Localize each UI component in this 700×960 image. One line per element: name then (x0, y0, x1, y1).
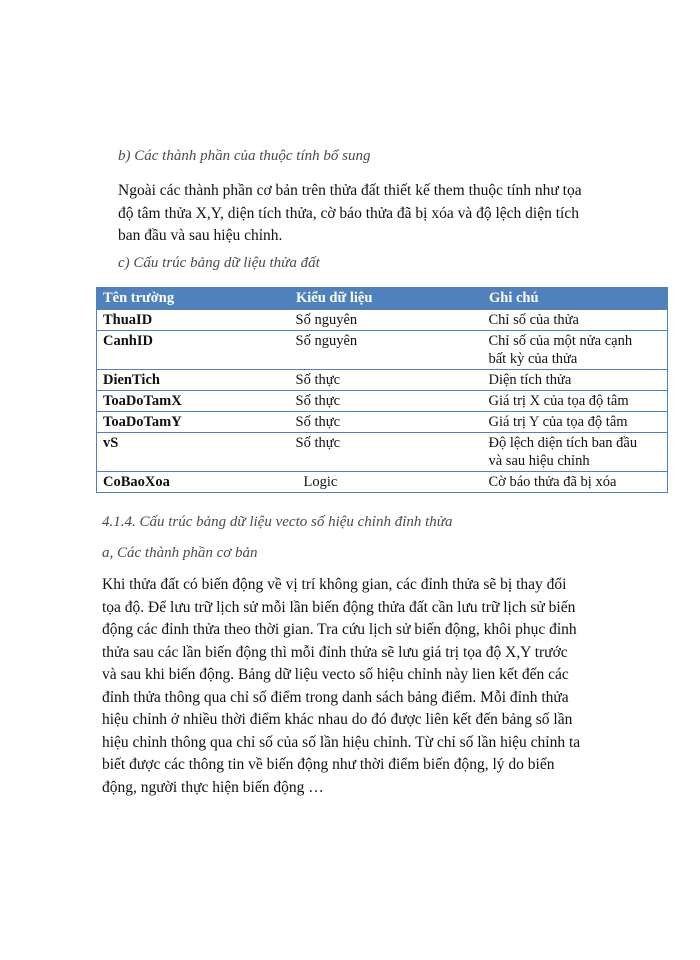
note-line: Độ lệch diện tích ban đầu (488, 435, 638, 451)
data-type-cell: Số nguyên (290, 331, 483, 370)
table-row (97, 391, 668, 412)
note-line: và sau hiệu chỉnh (488, 453, 590, 469)
parcel-data-table (96, 287, 668, 493)
paragraph-line: tọa độ. Để lưu trữ lịch sử mỗi lần biến động thửa đất cần lưu trữ lịch sử biến (102, 598, 576, 616)
table-row (97, 472, 668, 493)
heading-vector-correction-table: 4.1.4. Cấu trúc bảng dữ liệu vecto số hiệu chỉnh đỉnh thửa (102, 514, 453, 530)
paragraph-line: hiệu chỉnh ở nhiều thời điểm khác nhau do đó được liên kết đến bảng số lần (102, 711, 573, 728)
table-row (97, 370, 668, 391)
note-cell (483, 472, 668, 493)
paragraph-line: đỉnh thửa thông qua chỉ số điểm trong danh sách bảng điểm. Mỗi đỉnh thửa (102, 688, 569, 706)
column-header-data-type: Kiểu dữ liệu (290, 288, 483, 310)
note-cell (483, 370, 668, 391)
note-line: bất kỳ của thửa (488, 351, 578, 367)
field-name-cell: ToaDoTamY (97, 412, 290, 433)
note-line: Giá trị Y của tọa độ tâm (488, 414, 628, 430)
table-row (97, 433, 668, 472)
paragraph-vertex-change-history (102, 574, 580, 799)
table-row (97, 412, 668, 433)
note-line: Chỉ số của một nửa cạnh (488, 333, 633, 349)
note-cell (483, 433, 668, 472)
note-cell (483, 310, 668, 331)
field-name-cell: DienTich (97, 370, 290, 391)
note-line: Cờ báo thửa đã bị xóa (488, 474, 617, 490)
field-name-cell: CanhID (97, 331, 290, 370)
field-name-cell: vS (97, 433, 290, 472)
paragraph-line: thửa sau các lần biến động thì mỗi đỉnh thửa sẽ lưu giá trị tọa độ X,Y trước (102, 643, 568, 661)
data-type-cell: Số thực (290, 412, 483, 433)
paragraph-additional-attributes (118, 180, 582, 248)
heading-additional-attributes: b) Các thành phần của thuộc tính bổ sung (118, 148, 371, 164)
paragraph-line: biết được các thông tin về biến động như thời điểm biến động, lý do biến (102, 756, 555, 773)
note-line: Chỉ số của thửa (488, 312, 579, 328)
data-type-cell: Số thực (290, 391, 483, 412)
heading-parcel-table: c) Cấu trúc bảng dữ liệu thửa đất (118, 255, 320, 271)
paragraph-line: độ tâm thửa X,Y, diện tích thửa, cờ báo thửa đã bị xóa và độ lệch diện tích (118, 204, 579, 222)
data-type-cell: Số thực (290, 370, 483, 391)
paragraph-line: động các đỉnh thửa theo thời gian. Tra cứu lịch sử biến động, khôi phục đỉnh (102, 621, 577, 638)
paragraph-line: Khi thửa đất có biến động về vị trí không gian, các đỉnh thửa sẽ bị thay đổi (102, 576, 567, 593)
note-cell (483, 331, 668, 370)
data-type-cell: Số nguyên (290, 310, 483, 331)
column-header-field-name: Tên trường (97, 288, 290, 310)
paragraph-line: ban đầu và sau hiệu chỉnh. (118, 227, 283, 244)
field-name-cell: ToaDoTamX (97, 391, 290, 412)
heading-basic-components: a, Các thành phần cơ bản (102, 545, 258, 561)
note-line: Diện tích thửa (488, 372, 572, 388)
field-name-cell: ThuaID (97, 310, 290, 331)
data-type-cell: Logic (290, 472, 483, 493)
column-header-note: Ghi chú (483, 288, 668, 310)
note-cell (483, 412, 668, 433)
table-row (97, 310, 668, 331)
paragraph-line: hiệu chỉnh thông qua chỉ số của số lần hiệu chỉnh. Từ chỉ số lần hiệu chỉnh ta (102, 733, 581, 751)
paragraph-line: và sau khi biến động. Bảng dữ liệu vecto số hiệu chỉnh này lien kết đến các (102, 666, 569, 683)
paragraph-line: động, người thực hiện biến động … (102, 778, 324, 796)
table-header-row (97, 288, 668, 310)
data-type-cell: Số thực (290, 433, 483, 472)
field-name-cell: CoBaoXoa (97, 472, 290, 493)
paragraph-line: Ngoài các thành phần cơ bản trên thửa đất thiết kế them thuộc tính như tọa (118, 182, 582, 199)
table-row (97, 331, 668, 370)
note-line: Giá trị X của tọa độ tâm (488, 393, 629, 409)
note-cell (483, 391, 668, 412)
